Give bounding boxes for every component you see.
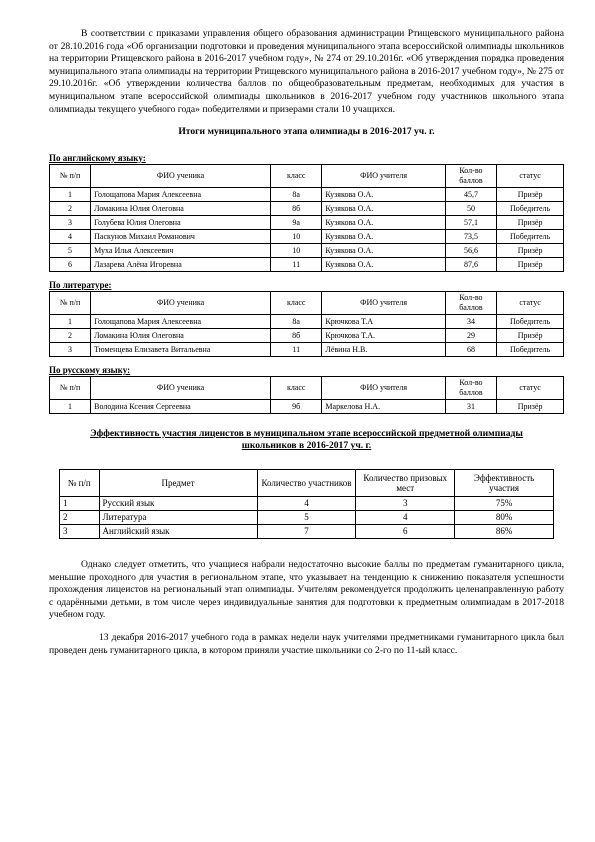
cell-student: Голощапова Мария Алексеевна [91,187,271,201]
table-row [50,243,564,257]
cell-number: 2 [50,201,91,215]
cell-status: Призёр [497,328,564,342]
cell-score: 50 [445,201,496,215]
cell-number: 1 [50,187,91,201]
cell-status: Победитель [497,201,564,215]
cell-teacher: Кузякова О.А. [322,229,445,243]
cell-student: Ломакина Юлия Олеговна [91,201,271,215]
table-row [50,342,564,356]
table-row [50,328,564,342]
cell-grade: 11 [271,257,322,271]
table-row [60,524,554,538]
cell-teacher: Кузякова О.А. [322,243,445,257]
col-header-student: ФИО ученика [91,291,271,314]
table-header-row [60,469,554,496]
cell-participants: 7 [257,524,356,538]
cell-participants: 4 [257,496,356,510]
col-header-student: ФИО ученика [91,164,271,187]
cell-score: 73,5 [445,229,496,243]
cell-status: Победитель [497,342,564,356]
cell-teacher: Кузякова О.А. [322,201,445,215]
col-header-score: Кол-во баллов [445,376,496,399]
cell-grade: 11 [271,342,322,356]
cell-grade: 8а [271,187,322,201]
cell-student: Голубева Юлия Олеговна [91,215,271,229]
efficiency-table [59,469,554,539]
table-row [60,496,554,510]
cell-grade: 10 [271,229,322,243]
table-row [50,399,564,413]
cell-efficiency: 86% [455,524,554,538]
cell-grade: 8а [271,314,322,328]
cell-efficiency: 75% [455,496,554,510]
col-header-grade: класс [271,376,322,399]
cell-score: 29 [445,328,496,342]
efficiency-heading: Эффективность участия лицеистов в муниципальном этапе всероссийской предметной олимпиады школьников в 2016-2017 уч. г. [90,427,523,452]
cell-teacher: Кузякова О.А. [322,257,445,271]
cell-teacher: Кузякова О.А. [322,187,445,201]
cell-participants: 5 [257,510,356,524]
cell-teacher: Маркелова Н.А. [322,399,445,413]
cell-number: 5 [50,243,91,257]
document-page [49,28,564,657]
cell-prizes: 3 [356,496,455,510]
cell-student: Тюменцева Елизавета Витальевна [91,342,271,356]
cell-number: 3 [50,342,91,356]
cell-number: 4 [50,229,91,243]
col-header-number: № п/п [50,291,91,314]
cell-score: 45,7 [445,187,496,201]
table-row [50,229,564,243]
final-paragraph: 13 декабря 2016-2017 учебного года в рамках недели наук учителями предметниками гуманитарного цикла был проведен день гуманитарного цикла, в котором приняли участие школьники со 2-го по 11-ый класс. [49,631,564,656]
cell-teacher: Кузякова О.А. [322,215,445,229]
cell-status: Призёр [497,399,564,413]
col-header-student: ФИО ученика [91,376,271,399]
cell-subject: Литература [99,510,257,524]
col-header-teacher: ФИО учителя [322,164,445,187]
cell-score: 87,6 [445,257,496,271]
cell-number: 2 [60,510,100,524]
col-header-number: № п/п [60,469,100,496]
table-row [50,201,564,215]
table-row [50,187,564,201]
results-table-english [49,164,564,272]
cell-grade: 9б [271,399,322,413]
table-row [50,257,564,271]
subject-title-literature: По литературе: [49,279,112,290]
cell-grade: 8б [271,201,322,215]
cell-prizes: 6 [356,524,455,538]
cell-efficiency: 80% [455,510,554,524]
cell-score: 57,1 [445,215,496,229]
col-header-number: № п/п [50,164,91,187]
table-row [50,314,564,328]
cell-status: Победитель [497,229,564,243]
cell-student: Муха Илья Алексеевич [91,243,271,257]
col-header-status: статус [497,291,564,314]
col-header-teacher: ФИО учителя [322,376,445,399]
cell-status: Призёр [497,257,564,271]
cell-prizes: 4 [356,510,455,524]
cell-number: 3 [50,215,91,229]
cell-student: Голощапова Мария Алексеевна [91,314,271,328]
col-header-grade: класс [271,164,322,187]
cell-number: 3 [60,524,100,538]
cell-teacher: Лёвина Н.В. [322,342,445,356]
col-header-score: Кол-во баллов [445,291,496,314]
results-heading: Итоги муниципального этапа олимпиады в 2016-2017 уч. г. [178,126,435,138]
col-header-efficiency: Эффективность участия [455,469,554,496]
cell-grade: 8б [271,328,322,342]
col-header-status: статус [497,376,564,399]
results-table-literature [49,291,564,357]
cell-status: Призёр [497,215,564,229]
col-header-score: Кол-во баллов [445,164,496,187]
results-table-russian [49,376,564,414]
cell-teacher: Крючкова Т.А [322,314,445,328]
table-row [60,510,554,524]
table-header-row [50,164,564,187]
cell-subject: Английский язык [99,524,257,538]
cell-number: 1 [50,314,91,328]
cell-score: 56,6 [445,243,496,257]
cell-subject: Русский язык [99,496,257,510]
col-header-status: статус [497,164,564,187]
intro-paragraph: В соответствии с приказами управления общего образования администрации Ртищевского муниципального района от 28.10.2016 года «Об организации подготовки и проведения муниципального этапа всероссийской олимпиады школьников на территории Ртищевского района в 2016-2017 учебном году», № 274 от 29.10.2016г. «Об утверждения порядка проведения муниципального этапа олимпиады на территории Ртищевского муниципального района в 2016-2017 учебном году», № 275 от 29.10.2016г. «Об утверждении количества баллов по общеобразовательным предметам, необходимых для участия в муниципальном этапе всероссийской олимпиады школьников в 2016-2017 учебном году участников школьного этапа олимпиады текущего учебного года» победителями и призерами стали 10 учащихся. [49,28,564,115]
col-header-number: № п/п [50,376,91,399]
cell-grade: 10 [271,243,322,257]
subject-title-russian: По русскому языку: [49,364,131,375]
cell-score: 31 [445,399,496,413]
cell-number: 6 [50,257,91,271]
cell-status: Призёр [497,187,564,201]
table-header-row [50,291,564,314]
cell-student: Паскунов Михаил Романович [91,229,271,243]
cell-number: 1 [60,496,100,510]
cell-student: Лазарева Алёна Игоревна [91,257,271,271]
cell-status: Победитель [497,314,564,328]
cell-teacher: Крючкова Т.А. [322,328,445,342]
col-header-subject: Предмет [99,469,257,496]
col-header-grade: класс [271,291,322,314]
cell-score: 34 [445,314,496,328]
col-header-participants: Количество участников [257,469,356,496]
col-header-teacher: ФИО учителя [322,291,445,314]
cell-grade: 9а [271,215,322,229]
cell-score: 68 [445,342,496,356]
cell-student: Володина Ксения Сергеевна [91,399,271,413]
col-header-prizes: Количество призовых мест [356,469,455,496]
cell-student: Ломакина Юлия Олеговна [91,328,271,342]
conclusion-paragraph: Однако следует отметить, что учащиеся набрали недостаточно высокие баллы по предметам гуманитарного цикла, меньшие проходного для участия в региональном этапе, что указывает на тенденцию к снижению показателя успешности прохождения лицеистов на региональный этап олимпиады. Учителям рекомендуется продолжить целенаправленную работу с одарёнными детьми, в том числе через индивидуальные занятия для подготовки к предметным олимпиадам в 2017-2018 учебном году. [49,558,564,621]
table-row [50,215,564,229]
subject-title-english: По английскому языку: [49,152,146,163]
cell-number: 1 [50,399,91,413]
cell-number: 2 [50,328,91,342]
cell-status: Призёр [497,243,564,257]
table-header-row [50,376,564,399]
